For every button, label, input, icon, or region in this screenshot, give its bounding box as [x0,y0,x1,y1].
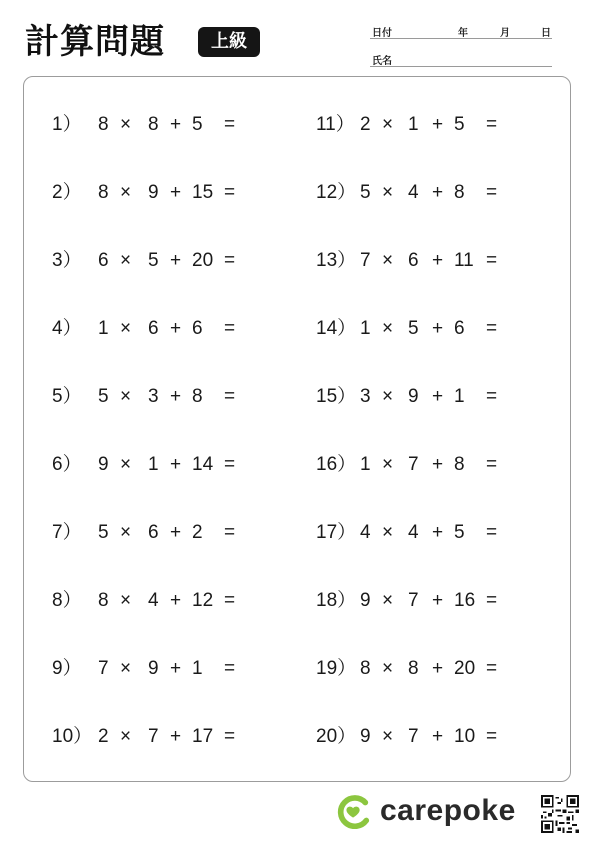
problem-18 [316,586,516,616]
operand-b: 4 [408,182,419,203]
equals-sign: = [486,386,498,407]
problem-number: 8） [52,590,82,611]
date-label: 日付 [372,28,392,39]
operand-b: 6 [408,250,419,271]
equals-sign: = [224,454,236,475]
date-field[interactable] [370,22,552,39]
operand-a: 8 [98,114,109,135]
plus-sign: + [170,250,182,271]
problem-number: 20） [316,726,357,747]
operand-c: 10 [454,726,476,747]
plus-sign: + [170,522,182,543]
operand-c: 8 [454,182,465,203]
plus-sign: + [170,114,182,135]
operand-a: 1 [360,318,371,339]
plus-sign: + [432,590,444,611]
plus-sign: + [432,250,444,271]
operand-b: 4 [408,522,419,543]
plus-sign: + [170,726,182,747]
problem-8 [52,586,252,616]
equals-sign: = [486,114,498,135]
operand-b: 1 [148,454,159,475]
multiply-sign: × [120,114,132,135]
operand-a: 1 [98,318,109,339]
problem-number: 5） [52,386,82,407]
operand-b: 5 [408,318,419,339]
plus-sign: + [432,454,444,475]
multiply-sign: × [382,658,394,679]
problem-number: 18） [316,590,357,611]
problem-1 [52,110,252,140]
equals-sign: = [486,522,498,543]
operand-c: 17 [192,726,214,747]
operand-b: 7 [408,454,419,475]
problem-number: 12） [316,182,357,203]
operand-b: 8 [408,658,419,679]
multiply-sign: × [382,182,394,203]
operand-a: 5 [98,386,109,407]
operand-b: 7 [148,726,159,747]
multiply-sign: × [120,318,132,339]
multiply-sign: × [382,114,394,135]
operand-b: 7 [408,726,419,747]
equals-sign: = [486,250,498,271]
operand-b: 9 [148,658,159,679]
name-label: 氏名 [372,56,392,67]
operand-c: 8 [454,454,465,475]
problem-number: 10） [52,726,93,747]
plus-sign: + [170,386,182,407]
operand-a: 8 [360,658,371,679]
multiply-sign: × [120,590,132,611]
operand-a: 9 [98,454,109,475]
multiply-sign: × [382,726,394,747]
multiply-sign: × [120,454,132,475]
plus-sign: + [170,182,182,203]
operand-a: 4 [360,522,371,543]
problem-20 [316,722,516,752]
problem-11 [316,110,516,140]
problem-number: 3） [52,250,82,271]
equals-sign: = [224,726,236,747]
problem-number: 17） [316,522,357,543]
operand-b: 1 [408,114,419,135]
problem-number: 2） [52,182,82,203]
operand-b: 7 [408,590,419,611]
operand-a: 8 [98,590,109,611]
plus-sign: + [432,318,444,339]
problem-number: 15） [316,386,357,407]
problem-10 [52,722,252,752]
equals-sign: = [224,386,236,407]
problem-number: 19） [316,658,357,679]
operand-c: 20 [192,250,214,271]
operand-a: 2 [98,726,109,747]
plus-sign: + [432,726,444,747]
multiply-sign: × [382,590,394,611]
problem-2 [52,178,252,208]
operand-b: 6 [148,318,159,339]
operand-c: 16 [454,590,476,611]
operand-b: 8 [148,114,159,135]
qr-code-icon [541,795,579,833]
equals-sign: = [224,318,236,339]
plus-sign: + [170,318,182,339]
operand-c: 1 [192,658,203,679]
multiply-sign: × [382,386,394,407]
operand-c: 12 [192,590,214,611]
equals-sign: = [486,318,498,339]
plus-sign: + [432,658,444,679]
day-label: 日 [541,28,551,39]
operand-b: 3 [148,386,159,407]
equals-sign: = [486,726,498,747]
problem-6 [52,450,252,480]
brand-name: carepoke [380,794,516,827]
operand-c: 14 [192,454,214,475]
plus-sign: + [170,658,182,679]
multiply-sign: × [120,522,132,543]
problem-number: 16） [316,454,357,475]
carepoke-logo-icon [336,795,372,829]
multiply-sign: × [382,250,394,271]
operand-c: 6 [192,318,203,339]
operand-a: 9 [360,726,371,747]
multiply-sign: × [120,250,132,271]
operand-c: 2 [192,522,203,543]
equals-sign: = [224,658,236,679]
multiply-sign: × [120,726,132,747]
operand-a: 7 [360,250,371,271]
equals-sign: = [486,182,498,203]
operand-b: 9 [148,182,159,203]
problem-15 [316,382,516,412]
operand-c: 11 [454,250,474,271]
operand-b: 9 [408,386,419,407]
name-field[interactable] [370,50,552,67]
operand-a: 7 [98,658,109,679]
operand-c: 1 [454,386,465,407]
problem-9 [52,654,252,684]
operand-c: 8 [192,386,203,407]
operand-c: 5 [192,114,203,135]
year-label: 年 [458,28,468,39]
multiply-sign: × [120,386,132,407]
problem-19 [316,654,516,684]
operand-a: 1 [360,454,371,475]
plus-sign: + [432,182,444,203]
problem-number: 4） [52,318,82,339]
operand-b: 6 [148,522,159,543]
problem-number: 11） [316,114,355,135]
problem-number: 1） [52,114,82,135]
multiply-sign: × [120,658,132,679]
equals-sign: = [224,114,236,135]
problem-3 [52,246,252,276]
month-label: 月 [500,28,510,39]
operand-a: 2 [360,114,371,135]
operand-c: 15 [192,182,214,203]
problem-13 [316,246,516,276]
multiply-sign: × [382,522,394,543]
page-title: 計算問題 [25,22,165,62]
operand-b: 5 [148,250,159,271]
problem-12 [316,178,516,208]
problem-5 [52,382,252,412]
operand-c: 20 [454,658,476,679]
operand-a: 5 [98,522,109,543]
problem-4 [52,314,252,344]
multiply-sign: × [382,454,394,475]
equals-sign: = [486,590,498,611]
plus-sign: + [170,590,182,611]
equals-sign: = [224,590,236,611]
multiply-sign: × [120,182,132,203]
problem-16 [316,450,516,480]
plus-sign: + [170,454,182,475]
operand-a: 6 [98,250,109,271]
operand-c: 6 [454,318,465,339]
multiply-sign: × [382,318,394,339]
plus-sign: + [432,522,444,543]
operand-a: 3 [360,386,371,407]
operand-a: 9 [360,590,371,611]
problem-7 [52,518,252,548]
problem-number: 9） [52,658,82,679]
operand-c: 5 [454,114,465,135]
problem-14 [316,314,516,344]
equals-sign: = [224,250,236,271]
plus-sign: + [432,114,444,135]
problem-number: 14） [316,318,357,339]
operand-a: 8 [98,182,109,203]
operand-c: 5 [454,522,465,543]
problem-number: 6） [52,454,82,475]
plus-sign: + [432,386,444,407]
operand-b: 4 [148,590,159,611]
operand-a: 5 [360,182,371,203]
problem-number: 13） [316,250,357,271]
problem-number: 7） [52,522,82,543]
equals-sign: = [224,182,236,203]
equals-sign: = [224,522,236,543]
equals-sign: = [486,658,498,679]
level-badge: 上級 [198,27,260,57]
problem-17 [316,518,516,548]
equals-sign: = [486,454,498,475]
